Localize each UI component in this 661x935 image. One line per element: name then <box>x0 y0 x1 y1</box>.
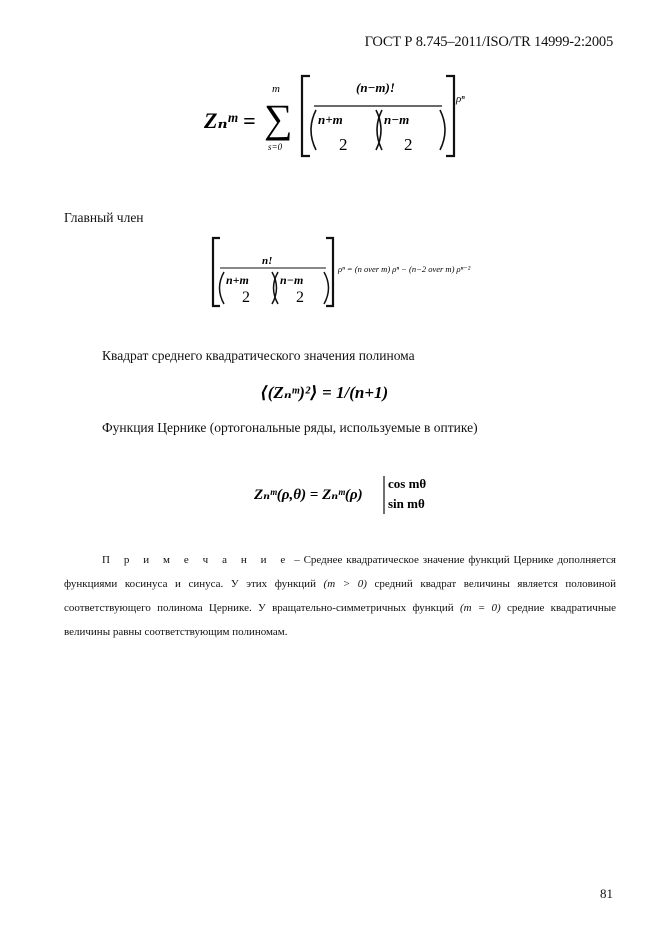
formula1-denom-sub-right: 2 <box>404 135 413 154</box>
note-lead: П р и м е ч а н и е <box>102 554 291 566</box>
formula2-left: n+m <box>226 273 249 287</box>
formula4-lhs: Zₙᵐ(ρ,θ) = Zₙᵐ(ρ) <box>254 487 363 503</box>
leading-term-formula <box>208 234 478 310</box>
svg-text:2: 2 <box>296 289 304 306</box>
zernike-function-label: Функция Цернике (ортогональные ряды, используемые в оптике) <box>102 420 478 435</box>
zernike-function-formula <box>254 470 454 518</box>
sum-top-index: m <box>272 83 280 95</box>
formula4-top: cos mθ <box>388 476 427 491</box>
svg-text:2: 2 <box>242 289 250 306</box>
formula3-text: ⟨(Zₙᵐ)²⟩ = 1/(n+1) <box>260 383 389 402</box>
formula2-tail: ρⁿ = (n over m) ρⁿ − (n−2 over m) ρⁿ⁻² <box>338 264 471 274</box>
mean-square-label: Квадрат среднего квадратического значения полинома <box>102 348 415 363</box>
left-square-bracket <box>302 76 310 156</box>
sum-symbol: ∑ <box>264 96 293 141</box>
note-part3: средние квадратичные величины равны соответствующим полиномам. <box>64 602 616 638</box>
zernike-sum-formula <box>198 70 488 160</box>
formula2-top: n! <box>262 255 273 267</box>
document-code-header: ГОСТ Р 8.745–2011/ISO/TR 14999-2:2005 <box>364 34 613 50</box>
page-number: 81 <box>600 886 613 901</box>
mean-square-formula <box>258 378 438 406</box>
formula1-denom-left: n+m <box>318 112 343 127</box>
note-part2: средний квадрат величины является половиной соответствующего полинома Цернике. У вращательно-симметричных функций <box>64 578 616 614</box>
note-part1: – Среднее квадратическое значение функций Цернике дополняется функциями косинуса и синуса. У этих функций <box>64 554 616 590</box>
formula1-denom-sub-left: 2 <box>339 135 348 154</box>
main-term-label: Главный член <box>64 210 144 225</box>
formula2-right: n−m <box>280 273 304 287</box>
note-cond2: (m = 0) <box>459 602 501 614</box>
formula4-bottom: sin mθ <box>388 496 425 511</box>
right-square-bracket <box>446 76 454 156</box>
sum-bottom-index: s=0 <box>268 142 283 152</box>
note-cond1: (m > 0) <box>323 578 367 590</box>
formula1-lhs: Zₙᵐ = <box>204 108 256 133</box>
formula1-power: ρⁿ <box>456 93 465 105</box>
note-paragraph <box>64 548 616 644</box>
formula1-numerator: (n−m)! <box>356 80 395 95</box>
formula1-denom-right: n−m <box>384 112 410 127</box>
